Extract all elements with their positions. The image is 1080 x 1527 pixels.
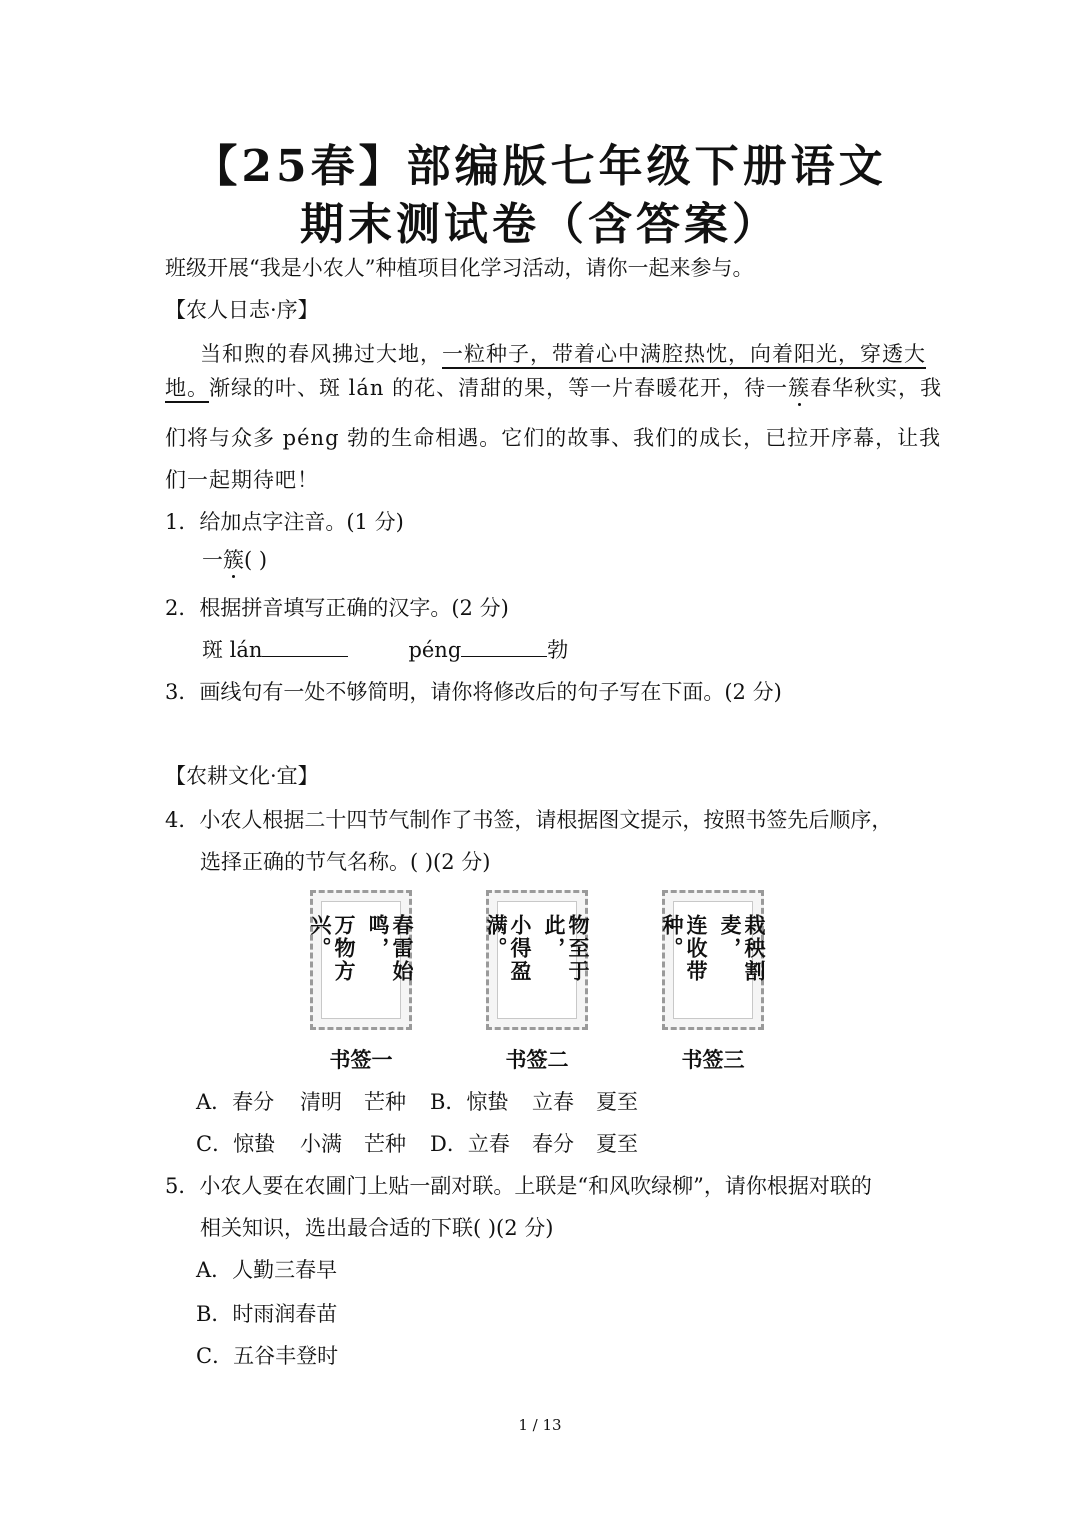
- section-heading-farming: 【农耕文化·宜】: [165, 764, 319, 788]
- underlined-sentence: 一粒种子，带着心中满腔热忱，向着阳光，穿透大: [442, 342, 926, 366]
- option-text: 清明: [300, 1090, 342, 1114]
- passage-text: 渐绿的叶、斑 lán 的花、清甜的果，等一片春暖花开，待一: [209, 376, 789, 400]
- option-text: 芒种: [364, 1090, 406, 1114]
- q2-item-b: péng: [408, 638, 462, 662]
- option-a[interactable]: A．春分: [196, 1090, 275, 1114]
- bookmark-text: 物至于此，: [542, 914, 590, 983]
- question-1-item: [202, 546, 962, 574]
- q2-item-a: 斑 lán: [202, 638, 263, 662]
- option-c[interactable]: C．五谷丰登时: [196, 1344, 339, 1368]
- passage-text: 当和煦的春风拂过大地，: [200, 342, 442, 366]
- bookmark-text: 春雷始鸣，: [366, 914, 414, 983]
- option-c[interactable]: C．惊蛰: [196, 1132, 276, 1156]
- question-4-line-2: 选择正确的节气名称。( )(2 分): [200, 850, 491, 874]
- passage-line-3: 们将与众多 péng 勃的生命相遇。它们的故事、我们的成长，已拉开序幕，让我: [165, 426, 942, 450]
- option-text: 夏至: [596, 1090, 638, 1114]
- section-heading-diary: 【农人日志·序】: [165, 298, 319, 322]
- bookmark-1-label: 书签一: [329, 1048, 393, 1072]
- question-2: 2．根据拼音填写正确的汉字。(2 分): [165, 596, 509, 620]
- underlined-sentence-end: 地。: [165, 376, 209, 400]
- option-text: 立春: [532, 1090, 574, 1114]
- question-3: 3．画线句有一处不够简明，请你将修改后的句子写在下面。(2 分): [165, 680, 782, 704]
- q4-options-row-1: [196, 1088, 956, 1116]
- q1-word: 一: [202, 548, 223, 572]
- question-1: 1．给加点字注音。(1 分): [165, 510, 404, 534]
- bookmark-1: [310, 890, 412, 1030]
- option-a[interactable]: A．人勤三春早: [196, 1258, 338, 1282]
- option-text: 小满: [300, 1132, 342, 1156]
- answer-blank[interactable]: [461, 638, 547, 657]
- option-d[interactable]: D．立春: [430, 1132, 510, 1156]
- intro-text: 班级开展“我是小农人”种植项目化学习活动，请你一起来参与。: [165, 256, 754, 280]
- answer-blank[interactable]: [262, 638, 348, 657]
- option-b[interactable]: B．时雨润春苗: [196, 1302, 338, 1326]
- option-text: 芒种: [364, 1132, 406, 1156]
- question-2-items: [202, 636, 962, 664]
- passage-text: 春华秋实，我: [810, 376, 943, 400]
- q4-options-row-2: [196, 1130, 956, 1158]
- question-5-line-2: 相关知识，选出最合适的下联( )(2 分): [200, 1216, 554, 1240]
- passage-line-4: 们一起期待吧！: [165, 468, 319, 492]
- bookmark-2: [486, 890, 588, 1030]
- bookmark-text: 栽秧割麦，: [718, 914, 766, 983]
- option-text: 春分: [532, 1132, 574, 1156]
- option-text: 夏至: [596, 1132, 638, 1156]
- title-line-1: 【25春】部编版七年级下册语文: [193, 141, 887, 192]
- dotted-character: 簇: [788, 376, 811, 400]
- bookmark-3-label: 书签三: [681, 1048, 745, 1072]
- bookmark-text: 小得盈满。: [484, 914, 532, 983]
- bookmark-text: 连收带种。: [660, 914, 708, 983]
- bookmark-2-label: 书签二: [505, 1048, 569, 1072]
- option-b[interactable]: B．惊蛰: [430, 1090, 509, 1114]
- page-number: 1 / 13: [518, 1416, 562, 1434]
- dotted-character: 簇: [223, 548, 244, 572]
- question-4: 4．小农人根据二十四节气制作了书签，请根据图文提示，按照书签先后顺序，: [165, 808, 893, 832]
- passage-line-2: [165, 374, 943, 402]
- bookmark-text: 万物方兴。: [308, 914, 356, 983]
- question-5: 5．小农人要在农圃门上贴一副对联。上联是“和风吹绿柳”，请你根据对联的: [165, 1174, 872, 1198]
- q2-item-b-suffix: 勃: [547, 638, 569, 662]
- bookmark-3: [662, 890, 764, 1030]
- passage-line-1: [200, 340, 926, 368]
- answer-paren: ( ): [244, 548, 268, 572]
- title-line-2: 期末测试卷（含答案）: [300, 199, 780, 250]
